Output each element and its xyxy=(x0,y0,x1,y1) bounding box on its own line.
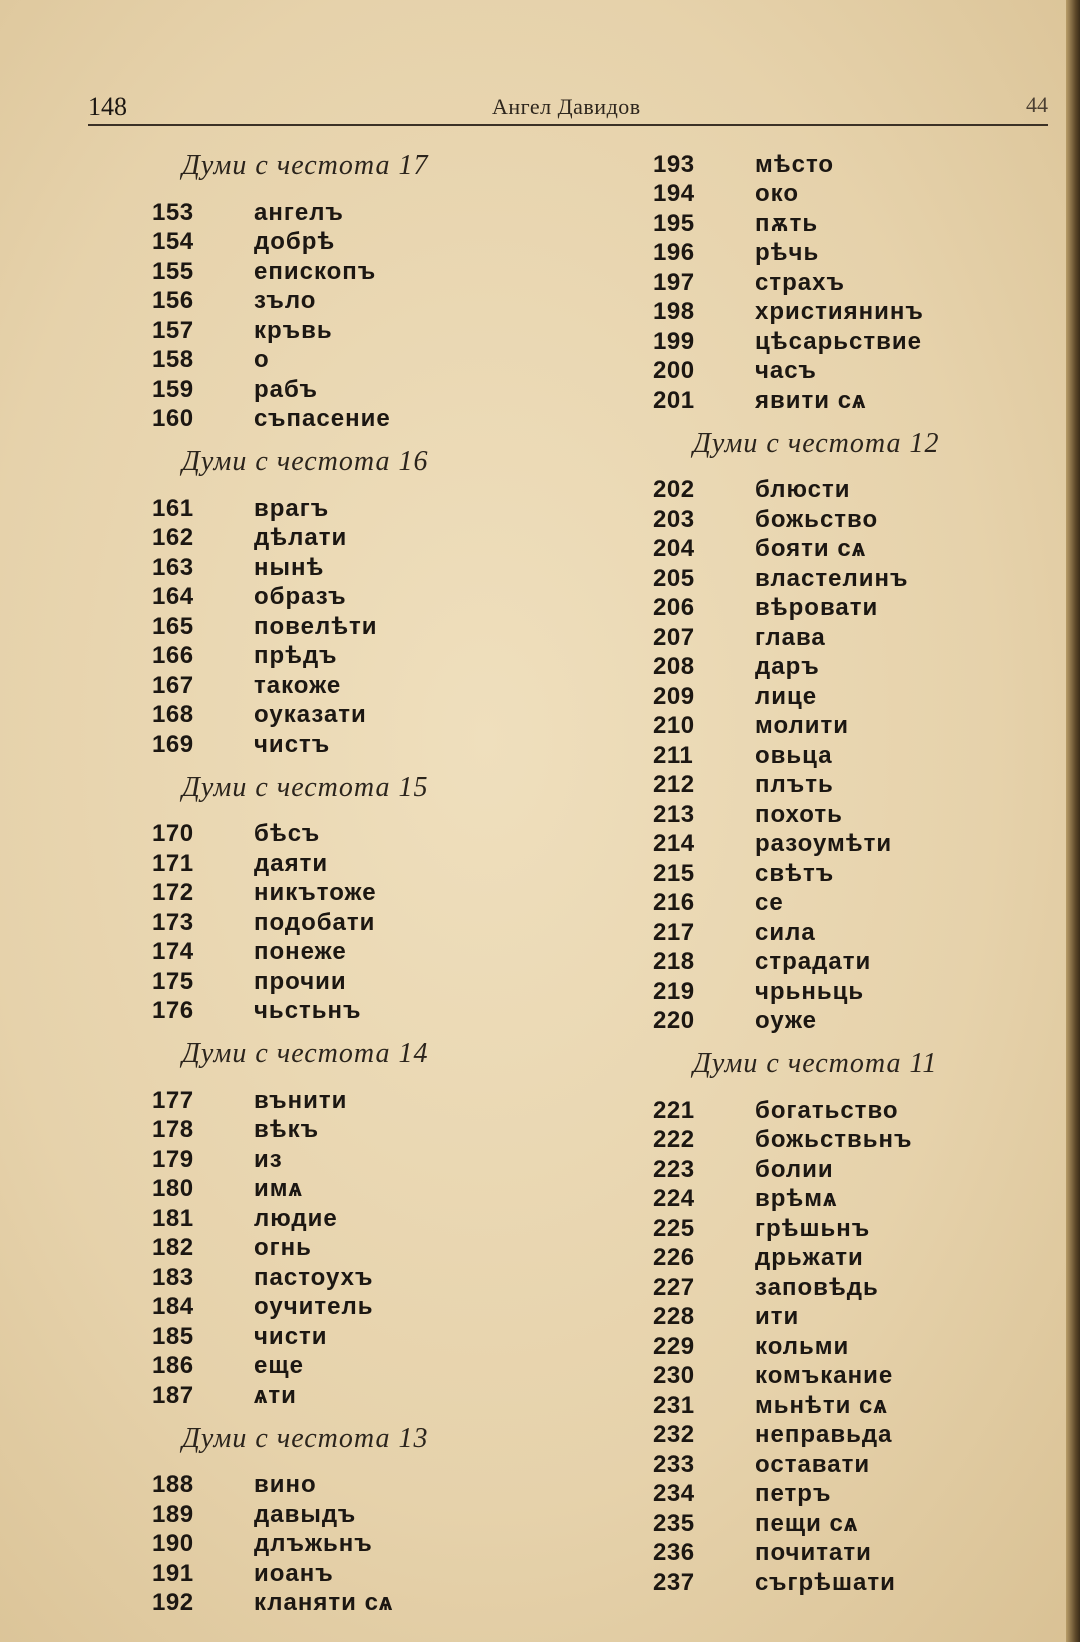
entry-word: давыдъ xyxy=(254,1500,357,1528)
entry-number: 175 xyxy=(152,967,194,995)
entry-word: страхъ xyxy=(755,268,845,296)
word-entry xyxy=(152,257,482,287)
word-entry xyxy=(653,1332,983,1362)
entry-number: 197 xyxy=(653,268,695,296)
entry-number: 188 xyxy=(152,1471,194,1499)
entry-number: 202 xyxy=(653,476,695,504)
entry-number: 186 xyxy=(152,1352,194,1380)
entry-word: дрьжати xyxy=(755,1244,864,1272)
entry-number: 235 xyxy=(653,1509,695,1537)
word-entry xyxy=(653,682,983,712)
word-entry xyxy=(152,1175,482,1205)
word-entry xyxy=(653,1391,983,1421)
word-entry xyxy=(152,908,482,938)
entry-number: 174 xyxy=(152,938,194,966)
entry-number: 183 xyxy=(152,1263,194,1291)
entry-word: епископъ xyxy=(254,257,377,285)
entry-number: 179 xyxy=(152,1145,194,1173)
entry-number: 214 xyxy=(653,830,695,858)
entry-word: сила xyxy=(755,918,816,946)
word-entry xyxy=(653,1185,983,1215)
word-entry xyxy=(152,583,482,613)
entry-word: огнь xyxy=(254,1234,312,1262)
entry-number: 159 xyxy=(152,375,194,403)
word-entry xyxy=(653,327,983,357)
word-entry xyxy=(152,1530,482,1560)
word-entry xyxy=(152,1116,482,1146)
word-entry xyxy=(653,859,983,889)
entry-word: почитати xyxy=(755,1539,872,1567)
word-entry xyxy=(653,1007,983,1037)
entry-number: 217 xyxy=(653,918,695,946)
word-entry xyxy=(653,771,983,801)
entry-word: лице xyxy=(755,682,818,710)
entry-number: 204 xyxy=(653,535,695,563)
entry-number: 229 xyxy=(653,1332,695,1360)
section-title: Думи с честота 11 xyxy=(693,1048,938,1079)
word-entry xyxy=(653,1450,983,1480)
word-entry xyxy=(653,918,983,948)
word-entry xyxy=(653,623,983,653)
entry-word: врѣмѧ xyxy=(755,1185,838,1213)
entry-number: 184 xyxy=(152,1293,194,1321)
word-entry xyxy=(152,1500,482,1530)
word-entry xyxy=(653,1096,983,1126)
word-entry xyxy=(152,997,482,1027)
word-entry xyxy=(653,800,983,830)
entry-word: око xyxy=(755,180,800,208)
entry-word: оуказати xyxy=(254,701,367,729)
left-column xyxy=(152,150,482,1630)
section-title: Думи с честота 13 xyxy=(182,1422,429,1454)
entry-number: 168 xyxy=(152,701,194,729)
word-entry xyxy=(653,1303,983,1333)
entry-number: 191 xyxy=(152,1559,194,1587)
entry-number: 180 xyxy=(152,1175,194,1203)
entry-word: заповѣдь xyxy=(755,1273,879,1301)
entry-number: 192 xyxy=(152,1589,194,1617)
word-entry xyxy=(152,405,482,435)
page-header xyxy=(88,88,1048,126)
entry-number: 225 xyxy=(653,1214,695,1242)
entry-number: 215 xyxy=(653,859,695,887)
word-entry xyxy=(152,198,482,228)
entry-word: даръ xyxy=(755,653,820,681)
frequency-section xyxy=(152,1423,482,1619)
entry-word: грѣшьнъ xyxy=(755,1214,871,1242)
entry-word: понеже xyxy=(254,938,347,966)
entry-word: ити xyxy=(755,1303,800,1331)
word-entry xyxy=(653,1273,983,1303)
entry-number: 177 xyxy=(152,1086,194,1114)
word-entry xyxy=(152,1204,482,1234)
entry-number: 218 xyxy=(653,948,695,976)
entry-number: 172 xyxy=(152,879,194,907)
entry-number: 171 xyxy=(152,849,194,877)
word-entry xyxy=(152,494,482,524)
entry-word: се xyxy=(755,889,784,917)
entry-number: 213 xyxy=(653,800,695,828)
entry-word: вѣровати xyxy=(755,594,879,622)
entry-word: вънити xyxy=(254,1086,348,1114)
entry-number: 221 xyxy=(653,1096,695,1124)
entry-number: 196 xyxy=(653,239,695,267)
entry-number: 160 xyxy=(152,405,194,433)
section-title: Думи с честота 12 xyxy=(693,427,940,459)
word-entry xyxy=(653,1568,983,1598)
word-entry xyxy=(653,594,983,624)
entry-number: 208 xyxy=(653,653,695,681)
entry-word: явити сѧ xyxy=(755,386,867,414)
word-entry xyxy=(152,316,482,346)
word-entry xyxy=(152,1145,482,1175)
entry-number: 203 xyxy=(653,505,695,533)
entry-number: 167 xyxy=(152,671,194,699)
entry-number: 232 xyxy=(653,1421,695,1449)
entry-number: 222 xyxy=(653,1126,695,1154)
word-entry xyxy=(653,476,983,506)
entry-word: пѫть xyxy=(755,209,819,237)
entry-number: 181 xyxy=(152,1204,194,1232)
entry-word: съгрѣшати xyxy=(755,1568,896,1596)
word-entry xyxy=(653,889,983,919)
entry-number: 170 xyxy=(152,820,194,848)
word-entry xyxy=(653,1509,983,1539)
entry-word: образъ xyxy=(254,583,347,611)
word-entry xyxy=(152,375,482,405)
entry-number: 176 xyxy=(152,997,194,1025)
word-entry xyxy=(152,228,482,258)
entry-number: 216 xyxy=(653,889,695,917)
entry-word: неправьда xyxy=(755,1421,893,1449)
entry-word: даяти xyxy=(254,849,329,877)
entry-word: повелѣти xyxy=(254,612,378,640)
entry-word: из xyxy=(254,1145,283,1173)
entry-number: 198 xyxy=(653,298,695,326)
word-entry xyxy=(152,1352,482,1382)
entry-word: еще xyxy=(254,1352,304,1380)
entry-word: съпасение xyxy=(254,405,391,433)
entry-number: 199 xyxy=(653,327,695,355)
entry-number: 210 xyxy=(653,712,695,740)
entry-word: блюсти xyxy=(755,476,851,504)
entry-number: 166 xyxy=(152,642,194,670)
entry-word: оуже xyxy=(755,1007,818,1035)
entry-number: 228 xyxy=(653,1303,695,1331)
word-entry xyxy=(653,209,983,239)
entry-number: 154 xyxy=(152,228,194,256)
entry-word: рѣчь xyxy=(755,239,820,267)
entry-word: комъкание xyxy=(755,1362,894,1390)
entry-number: 189 xyxy=(152,1500,194,1528)
word-entry xyxy=(653,1421,983,1451)
entry-word: молити xyxy=(755,712,850,740)
entry-word: оставати xyxy=(755,1450,871,1478)
word-entry xyxy=(653,180,983,210)
entry-word: добрѣ xyxy=(254,228,336,256)
entry-number: 187 xyxy=(152,1381,194,1409)
word-entry xyxy=(653,239,983,269)
section-title: Думи с честота 17 xyxy=(182,150,429,181)
word-entry xyxy=(653,1539,983,1569)
word-entry xyxy=(152,879,482,909)
entry-word: вѣкъ xyxy=(254,1116,320,1144)
entry-word: чисти xyxy=(254,1322,328,1350)
word-entry xyxy=(152,553,482,583)
word-entry xyxy=(152,820,482,850)
entry-word: людие xyxy=(254,1204,338,1232)
entry-word: рабъ xyxy=(254,375,319,403)
word-entry xyxy=(152,1234,482,1264)
word-entry xyxy=(152,642,482,672)
entry-word: кольми xyxy=(755,1332,850,1360)
entry-number: 236 xyxy=(653,1539,695,1567)
word-entry xyxy=(653,357,983,387)
entry-number: 231 xyxy=(653,1391,695,1419)
entry-number: 178 xyxy=(152,1116,194,1144)
entry-word: подобати xyxy=(254,908,376,936)
entry-word: мѣсто xyxy=(755,150,835,178)
word-entry xyxy=(152,1293,482,1323)
page-ref: 44 xyxy=(1026,92,1048,117)
entry-word: кланяти сѧ xyxy=(254,1589,394,1617)
entry-word: кръвь xyxy=(254,316,333,344)
right-column xyxy=(653,150,983,1610)
word-entry xyxy=(152,346,482,376)
entry-number: 156 xyxy=(152,287,194,315)
entry-number: 163 xyxy=(152,553,194,581)
entry-number: 165 xyxy=(152,612,194,640)
entry-number: 219 xyxy=(653,977,695,1005)
word-entry xyxy=(152,730,482,760)
entry-number: 162 xyxy=(152,524,194,552)
entry-number: 224 xyxy=(653,1185,695,1213)
entry-word: пещи сѧ xyxy=(755,1509,859,1537)
word-entry xyxy=(653,1214,983,1244)
word-entry xyxy=(653,948,983,978)
word-entry xyxy=(653,1362,983,1392)
entry-word: страдати xyxy=(755,948,872,976)
entry-number: 206 xyxy=(653,594,695,622)
entry-word: ангелъ xyxy=(254,198,344,226)
entry-word: оучитель xyxy=(254,1293,374,1321)
entry-word: чрьньць xyxy=(755,977,865,1005)
entry-number: 169 xyxy=(152,730,194,758)
entry-word: вино xyxy=(254,1471,317,1499)
word-entry xyxy=(653,977,983,1007)
entry-word: цѣсарьствие xyxy=(755,327,922,355)
entry-word: чьстьнъ xyxy=(254,997,362,1025)
entry-word: богатьство xyxy=(755,1096,899,1124)
word-entry xyxy=(653,1155,983,1185)
word-entry xyxy=(152,287,482,317)
page-edge xyxy=(1066,0,1080,1642)
word-entry xyxy=(152,1381,482,1411)
entry-number: 230 xyxy=(653,1362,695,1390)
word-entry xyxy=(152,701,482,731)
entry-number: 227 xyxy=(653,1273,695,1301)
entry-number: 211 xyxy=(653,741,694,769)
word-entry xyxy=(653,535,983,565)
entry-word: прѣдъ xyxy=(254,642,338,670)
entry-number: 173 xyxy=(152,908,194,936)
word-entry xyxy=(152,1322,482,1352)
entry-word: божьствьнъ xyxy=(755,1126,913,1154)
entry-number: 237 xyxy=(653,1568,695,1596)
word-entry xyxy=(152,612,482,642)
entry-number: 220 xyxy=(653,1007,695,1035)
entry-word: пастоухъ xyxy=(254,1263,374,1291)
entry-number: 157 xyxy=(152,316,194,344)
word-entry xyxy=(152,524,482,554)
entry-number: 223 xyxy=(653,1155,695,1183)
entry-word: бояти сѧ xyxy=(755,535,867,563)
entry-word: зъло xyxy=(254,287,317,315)
word-entry xyxy=(653,653,983,683)
entry-word: глава xyxy=(755,623,826,651)
word-entry xyxy=(152,1471,482,1501)
running-title: Ангел Давидов xyxy=(492,94,641,119)
entry-word: свѣтъ xyxy=(755,859,835,887)
word-entry xyxy=(653,1244,983,1274)
entry-number: 200 xyxy=(653,357,695,385)
entry-word: нынѣ xyxy=(254,553,325,581)
word-entry xyxy=(152,671,482,701)
entry-number: 190 xyxy=(152,1530,194,1558)
page-number: 148 xyxy=(88,92,127,121)
entry-word: плъть xyxy=(755,771,834,799)
entry-word: врагъ xyxy=(254,494,330,522)
entry-word: имѧ xyxy=(254,1175,303,1203)
entry-number: 161 xyxy=(152,494,194,522)
frequency-section xyxy=(653,1048,983,1598)
word-entry xyxy=(653,1126,983,1156)
entry-number: 233 xyxy=(653,1450,695,1478)
section-title: Думи с честота 16 xyxy=(182,446,429,477)
section-title: Думи с честота 15 xyxy=(182,771,429,803)
entry-word: мьнѣти сѧ xyxy=(755,1391,888,1419)
entry-word: разоумѣти xyxy=(755,830,893,858)
word-entry xyxy=(152,1086,482,1116)
word-entry xyxy=(152,1589,482,1619)
word-entry xyxy=(152,938,482,968)
frequency-section xyxy=(653,428,983,1037)
word-entry xyxy=(653,712,983,742)
word-entry xyxy=(653,150,983,180)
entry-number: 207 xyxy=(653,623,695,651)
entry-number: 212 xyxy=(653,771,695,799)
frequency-section xyxy=(152,1038,482,1411)
frequency-section xyxy=(152,772,482,1027)
entry-number: 153 xyxy=(152,198,194,226)
frequency-section xyxy=(152,446,482,760)
entry-number: 164 xyxy=(152,583,194,611)
entry-word: ѧти xyxy=(254,1381,297,1409)
word-entry xyxy=(653,268,983,298)
entry-number: 234 xyxy=(653,1480,695,1508)
word-entry xyxy=(152,849,482,879)
entry-number: 226 xyxy=(653,1244,695,1272)
entry-word: петръ xyxy=(755,1480,832,1508)
entry-number: 205 xyxy=(653,564,695,592)
word-entry xyxy=(653,830,983,860)
word-entry xyxy=(653,1480,983,1510)
entry-word: прочии xyxy=(254,967,347,995)
word-entry xyxy=(653,386,983,416)
entry-word: властелинъ xyxy=(755,564,909,592)
section-title: Думи с честота 14 xyxy=(182,1038,429,1069)
entry-word: иоанъ xyxy=(254,1559,334,1587)
entry-word: длъжьнъ xyxy=(254,1530,373,1558)
entry-word: о xyxy=(254,346,270,374)
entry-word: християнинъ xyxy=(755,298,924,326)
word-entry xyxy=(653,741,983,771)
entry-number: 201 xyxy=(653,386,695,414)
word-entry xyxy=(653,298,983,328)
entry-number: 158 xyxy=(152,346,194,374)
entry-word: божьство xyxy=(755,505,879,533)
entry-word: дѣлати xyxy=(254,524,348,552)
word-entry xyxy=(152,967,482,997)
entry-number: 195 xyxy=(653,209,695,237)
entry-number: 182 xyxy=(152,1234,194,1262)
word-entry xyxy=(653,505,983,535)
word-entry xyxy=(152,1263,482,1293)
entry-word: похоть xyxy=(755,800,843,828)
entry-number: 155 xyxy=(152,257,194,285)
entry-word: такоже xyxy=(254,671,342,699)
entry-word: овьца xyxy=(755,741,833,769)
entry-number: 194 xyxy=(653,180,695,208)
entry-word: чистъ xyxy=(254,730,331,758)
entry-number: 185 xyxy=(152,1322,194,1350)
word-entry xyxy=(653,564,983,594)
entry-word: никътоже xyxy=(254,879,377,907)
entry-word: бѣсъ xyxy=(254,820,321,848)
entry-number: 209 xyxy=(653,682,695,710)
entry-word: болии xyxy=(755,1155,834,1183)
frequency-section xyxy=(152,150,482,434)
entry-number: 193 xyxy=(653,150,695,178)
frequency-section xyxy=(653,150,983,416)
word-entry xyxy=(152,1559,482,1589)
entry-word: часъ xyxy=(755,357,817,385)
